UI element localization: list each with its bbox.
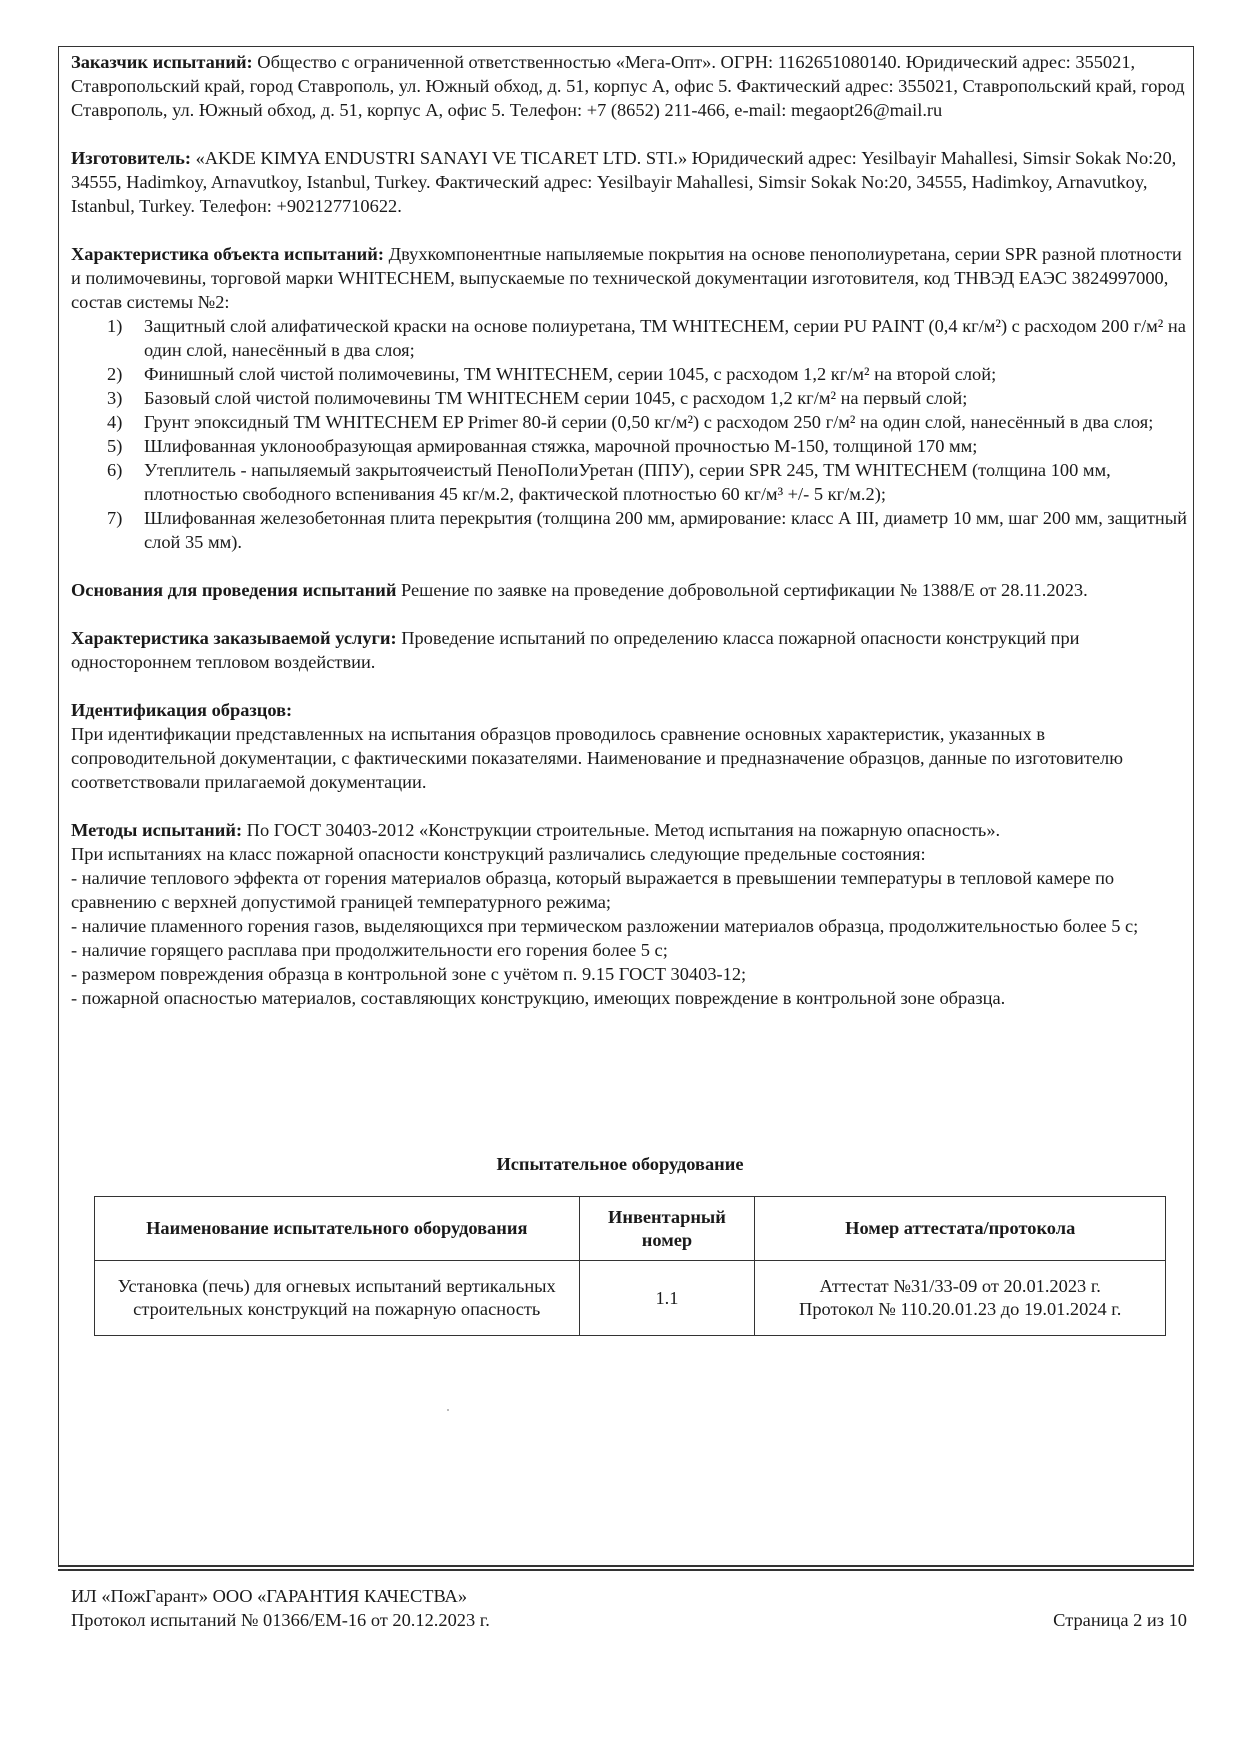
protocol-line: Протокол № 110.20.01.23 до 19.01.2024 г. [799, 1299, 1122, 1319]
identification-text: При идентификации представленных на испытания образцов проводилось сравнение основных характеристик, указанных в сопроводительной документации, с фактическими показателями. Наименование и предназначение образцов, данные по изготовителю соответствовали прилагаемой документации. [71, 724, 1123, 792]
column-header-inventory-number: Инвентарный номер [579, 1197, 755, 1261]
service-text: Проведение испытаний по определению класса пожарной опасности конструкций при одностороннем тепловом воздействии. [71, 628, 1080, 672]
grounds-text: Решение по заявке на проведение добровольной сертификации № 1388/Е от 28.11.2023. [396, 580, 1088, 600]
system-layers-list [71, 314, 1187, 554]
customer-section [71, 50, 1187, 122]
inventory-number-cell: 1.1 [579, 1261, 755, 1336]
layer-item: 7) Шлифованная железобетонная плита перекрытия (толщина 200 мм, армирование: класс А III, диаметр 10 мм, шаг 200 мм, защитный слой 35 мм). [107, 508, 1187, 552]
equipment-title: Испытательное оборудование [496, 1154, 744, 1174]
layer-item: 1) Защитный слой алифатической краски на основе полиуретана, ТМ WHITECHEM, серии PU PAINT (0,4 кг/м²) с расходом 200 г/м² на один слой, нанесённый в два слоя; [107, 316, 1186, 360]
customer-label: Заказчик испытаний: [71, 52, 253, 72]
grounds-section [71, 578, 1187, 602]
page-frame-bottom-rule [58, 1566, 1194, 1571]
service-label: Характеристика заказываемой услуги: [71, 628, 397, 648]
table-header-row [95, 1197, 1166, 1261]
methods-section [71, 818, 1187, 1010]
limit-state-item: - наличие пламенного горения газов, выделяющихся при термическом разложении материалов образца, продолжительностью более 5 с; [71, 916, 1139, 936]
layer-item: 5) Шлифованная уклонообразующая армированная стяжка, марочной прочностью М-150, толщиной 170 мм; [107, 436, 978, 456]
object-label: Характеристика объекта испытаний: [71, 244, 384, 264]
methods-label: Методы испытаний: [71, 820, 243, 840]
certificate-cell [755, 1261, 1166, 1336]
methods-text: По ГОСТ 30403-2012 «Конструкции строительные. Метод испытания на пожарную опасность». [242, 820, 1001, 840]
column-header-equipment-name: Наименование испытательного оборудования [95, 1197, 580, 1261]
layer-item: 4) Грунт эпоксидный ТМ WHITECHEM EP Primer 80-й серии (0,50 кг/м²) с расходом 250 г/м² на один слой, нанесённый в два слоя; [107, 412, 1154, 432]
certificate-line: Аттестат №31/33-09 от 20.01.2023 г. [819, 1276, 1101, 1296]
manufacturer-label: Изготовитель: [71, 148, 191, 168]
page-number: Страница 2 из 10 [1053, 1610, 1187, 1630]
footer-protocol: Протокол испытаний № 01366/ЕМ-16 от 20.12.2023 г. [71, 1610, 490, 1630]
manufacturer-section [71, 146, 1187, 218]
limit-state-item: - размером повреждения образца в контрольной зоне с учётом п. 9.15 ГОСТ 30403-12; [71, 964, 747, 984]
customer-text: Общество с ограниченной ответственностью «Мега-Опт». ОГРН: 1162651080140. Юридический адрес: 355021, Ставропольский край, город Ставрополь, ул. Южный обход, д. 51, корпус А, офис 5. Фактический адрес: 355021, Ставропольский край, город Ставрополь, ул. Южный обход, д. 51, корпус А, офис 5. Телефон: +7 (8652) 211-466, e-mail: megaopt26@mail.ru [71, 52, 1185, 120]
document-body [71, 50, 1187, 1034]
limit-state-item: - пожарной опасностью материалов, составляющих конструкцию, имеющих повреждение в контрольной зоне образца. [71, 988, 1006, 1008]
service-section [71, 626, 1187, 674]
grounds-label: Основания для проведения испытаний [71, 580, 397, 600]
column-header-certificate: Номер аттестата/протокола [755, 1197, 1166, 1261]
layer-item: 6) Утеплитель - напыляемый закрытоячеистый ПеноПолиУретан (ППУ), серии SPR 245, ТМ WHITECHEM (толщина 100 мм, плотностью свободного вспенивания 45 кг/м.2, фактической плотностью 60 кг/м³ +/- 5 кг/м.2); [107, 460, 1111, 504]
object-section [71, 242, 1187, 554]
limit-state-item: - наличие горящего расплава при продолжительности его горения более 5 с; [71, 940, 668, 960]
identification-label: Идентификация образцов: [71, 700, 293, 720]
layer-item: 2) Финишный слой чистой полимочевины, ТМ WHITECHEM, серии 1045, с расходом 1,2 кг/м² на второй слой; [107, 364, 997, 384]
methods-intro: При испытаниях на класс пожарной опасности конструкций различались следующие предельные состояния: [71, 844, 926, 864]
manufacturer-text: «AKDE KIMYA ENDUSTRI SANAYI VE TICARET LTD. STI.» Юридический адрес: Yesilbayir Mahallesi, Simsir Sokak No:20, 34555, Hadimkoy, Arnavutkoy, Istanbul, Turkey. Фактический адрес: Yesilbayir Mahallesi, Simsir Sokak No:20, 34555, Hadimkoy, Arnavutkoy, Istanbul, Turkey. Телефон: +902127710622. [71, 148, 1177, 216]
object-text: Двухкомпонентные напыляемые покрытия на основе пенополиуретана, серии SPR разной плотности и полимочевины, торговой марки WHITECHEM, выпускаемые по технической документации изготовителя, код ТНВЭД ЕАЭС 3824997000, состав системы №2: [71, 244, 1182, 312]
table-row [95, 1261, 1166, 1336]
footer-organization: ИЛ «ПожГарант» ООО «ГАРАНТИЯ КАЧЕСТВА» [71, 1586, 468, 1606]
limit-state-item: - наличие теплового эффекта от горения материалов образца, который выражается в превышении температуры в тепловой камере по сравнению с верхней допустимой границей температурного режима; [71, 868, 1115, 912]
equipment-name-cell: Установка (печь) для огневых испытаний вертикальных строительных конструкций на пожарную опасность [95, 1261, 580, 1336]
layer-item: 3) Базовый слой чистой полимочевины ТМ WHITECHEM серии 1045, с расходом 1,2 кг/м² на первый слой; [107, 388, 968, 408]
identification-section [71, 698, 1187, 794]
page-footer [71, 1584, 1187, 1632]
equipment-table [94, 1196, 1166, 1336]
scan-speck [447, 1409, 449, 1411]
